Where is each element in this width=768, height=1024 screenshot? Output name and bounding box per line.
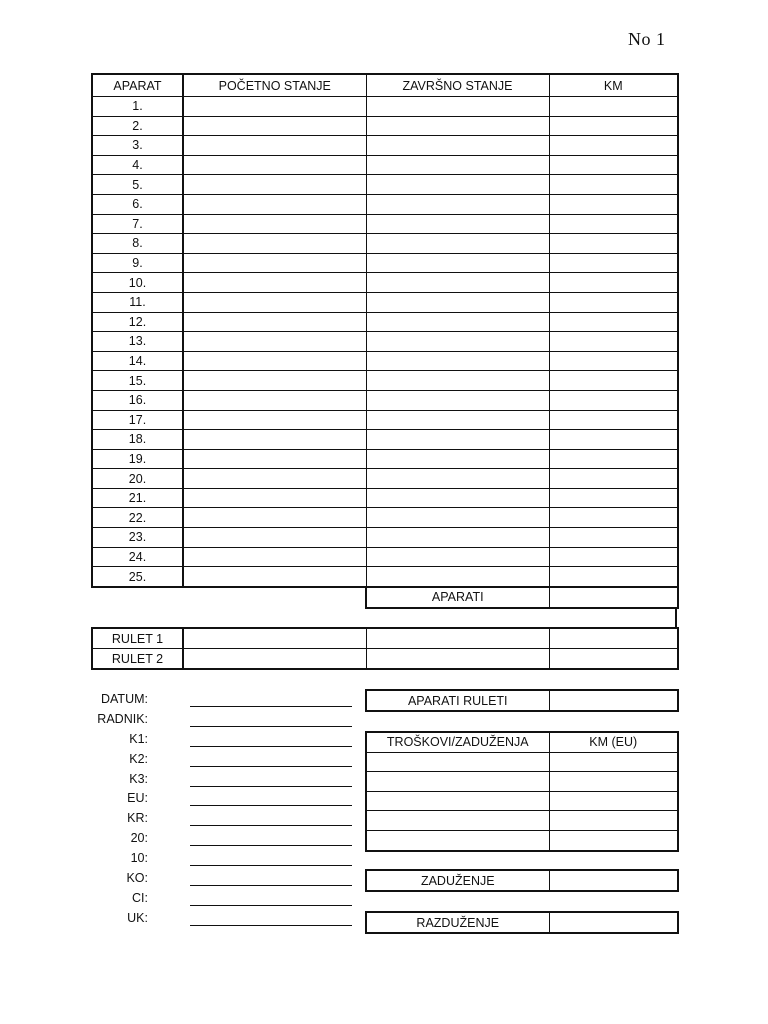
roulette-row xyxy=(92,628,678,649)
machine-number: 19. xyxy=(92,449,183,469)
end-state-cell[interactable] xyxy=(366,488,549,508)
machine-number: 15. xyxy=(92,371,183,391)
form-field-label: CI: xyxy=(132,890,148,905)
end-state-cell[interactable] xyxy=(366,567,549,587)
end-state-cell[interactable] xyxy=(366,312,549,332)
expense-amount-cell[interactable] xyxy=(549,772,678,792)
roulette-end-cell[interactable] xyxy=(366,649,549,670)
end-state-cell[interactable] xyxy=(366,508,549,528)
zaduzenje-box xyxy=(365,869,679,892)
machine-number: 23. xyxy=(92,528,183,548)
start-state-cell[interactable] xyxy=(183,469,366,489)
machine-row xyxy=(92,136,678,156)
start-state-cell[interactable] xyxy=(183,430,366,450)
form-field-row xyxy=(91,730,353,750)
end-state-cell[interactable] xyxy=(366,371,549,391)
km-cell[interactable] xyxy=(549,175,678,195)
machine-row xyxy=(92,430,678,450)
expense-description-cell[interactable] xyxy=(366,772,549,792)
form-field-blank-line[interactable] xyxy=(190,885,352,886)
km-cell[interactable] xyxy=(549,253,678,273)
expense-description-cell[interactable] xyxy=(366,791,549,811)
form-field-blank-line[interactable] xyxy=(190,805,352,806)
start-state-cell[interactable] xyxy=(183,528,366,548)
end-state-cell[interactable] xyxy=(366,155,549,175)
expenses-row xyxy=(366,791,678,811)
machine-table xyxy=(91,73,679,588)
aparati-ruleti-label: APARATI RULETI xyxy=(366,690,549,711)
km-cell[interactable] xyxy=(549,488,678,508)
km-cell[interactable] xyxy=(549,547,678,567)
table-border-segment xyxy=(675,608,677,628)
end-state-cell[interactable] xyxy=(366,116,549,136)
start-state-cell[interactable] xyxy=(183,390,366,410)
form-field-blank-line[interactable] xyxy=(190,766,352,767)
start-state-cell[interactable] xyxy=(183,214,366,234)
end-state-cell[interactable] xyxy=(366,351,549,371)
machine-row xyxy=(92,488,678,508)
form-field-row xyxy=(91,750,353,770)
end-state-cell[interactable] xyxy=(366,253,549,273)
start-state-cell[interactable] xyxy=(183,351,366,371)
km-cell[interactable] xyxy=(549,351,678,371)
km-cell[interactable] xyxy=(549,194,678,214)
page-number: No 1 xyxy=(628,29,666,49)
km-cell[interactable] xyxy=(549,214,678,234)
start-state-cell[interactable] xyxy=(183,312,366,332)
form-field-label: DATUM: xyxy=(101,692,148,706)
roulette-start-cell[interactable] xyxy=(183,649,366,670)
expenses-value-header: KM (EU) xyxy=(549,732,678,752)
end-state-cell[interactable] xyxy=(366,175,549,195)
start-state-cell[interactable] xyxy=(183,547,366,567)
machine-number: 13. xyxy=(92,332,183,352)
km-cell[interactable] xyxy=(549,116,678,136)
zaduzenje-label: ZADUŽENJE xyxy=(366,870,549,891)
form-field-label: K2: xyxy=(129,751,148,766)
end-state-cell[interactable] xyxy=(366,410,549,430)
km-cell[interactable] xyxy=(549,430,678,450)
roulette-start-cell[interactable] xyxy=(183,628,366,649)
km-cell[interactable] xyxy=(549,273,678,293)
start-state-cell[interactable] xyxy=(183,449,366,469)
end-state-cell[interactable] xyxy=(366,292,549,312)
roulette-km-cell[interactable] xyxy=(549,628,678,649)
roulette-row xyxy=(92,649,678,670)
km-cell[interactable] xyxy=(549,371,678,391)
start-state-cell[interactable] xyxy=(183,371,366,391)
machine-number: 18. xyxy=(92,430,183,450)
start-state-cell[interactable] xyxy=(183,488,366,508)
form-field-label: KR: xyxy=(127,811,148,826)
machine-row xyxy=(92,351,678,371)
shift-info-form xyxy=(91,690,353,929)
km-cell[interactable] xyxy=(549,508,678,528)
machine-number: 17. xyxy=(92,410,183,430)
form-field-row xyxy=(91,789,353,809)
km-cell[interactable] xyxy=(549,136,678,156)
machine-row xyxy=(92,528,678,548)
machine-number: 22. xyxy=(92,508,183,528)
form-field-row xyxy=(91,690,353,710)
machine-row xyxy=(92,292,678,312)
end-state-cell[interactable] xyxy=(366,214,549,234)
form-field-row xyxy=(91,849,353,869)
form-field-label: UK: xyxy=(127,910,148,925)
machine-rows xyxy=(92,97,678,587)
km-cell[interactable] xyxy=(549,332,678,352)
machine-row xyxy=(92,214,678,234)
km-cell[interactable] xyxy=(549,449,678,469)
end-state-cell[interactable] xyxy=(366,547,549,567)
expense-description-cell[interactable] xyxy=(366,752,549,772)
machine-row xyxy=(92,410,678,430)
expense-description-cell[interactable] xyxy=(366,830,549,850)
razduzenje-value[interactable] xyxy=(549,912,678,933)
aparati-ruleti-value[interactable] xyxy=(549,690,678,711)
end-state-cell[interactable] xyxy=(366,332,549,352)
form-field-row xyxy=(91,909,353,929)
machine-number: 16. xyxy=(92,390,183,410)
end-state-cell[interactable] xyxy=(366,234,549,254)
expenses-row xyxy=(366,772,678,792)
machine-row xyxy=(92,194,678,214)
machine-row xyxy=(92,332,678,352)
machine-row xyxy=(92,469,678,489)
form-field-blank-line[interactable] xyxy=(190,925,352,926)
machine-number: 24. xyxy=(92,547,183,567)
zaduzenje-value[interactable] xyxy=(549,870,678,891)
form-field-blank-line[interactable] xyxy=(190,865,352,866)
expenses-table xyxy=(365,731,679,852)
start-state-cell[interactable] xyxy=(183,292,366,312)
expenses-row xyxy=(366,752,678,772)
machine-number: 3. xyxy=(92,136,183,156)
machine-number: 21. xyxy=(92,488,183,508)
start-state-cell[interactable] xyxy=(183,567,366,587)
aparati-total-label: APARATI xyxy=(366,586,549,608)
form-field-blank-line[interactable] xyxy=(190,825,352,826)
start-state-cell[interactable] xyxy=(183,234,366,254)
machine-number: 9. xyxy=(92,253,183,273)
km-cell[interactable] xyxy=(549,312,678,332)
form-field-label: RADNIK: xyxy=(97,711,148,726)
km-cell[interactable] xyxy=(549,469,678,489)
start-state-cell[interactable] xyxy=(183,273,366,293)
machine-row xyxy=(92,508,678,528)
header-pocetno-stanje: POČETNO STANJE xyxy=(183,74,366,97)
header-aparat: APARAT xyxy=(92,74,183,97)
aparati-total-value[interactable] xyxy=(549,586,678,608)
machine-number: 10. xyxy=(92,273,183,293)
form-field-row xyxy=(91,710,353,730)
machine-number: 2. xyxy=(92,116,183,136)
razduzenje-box xyxy=(365,911,679,934)
machine-row xyxy=(92,116,678,136)
expenses-row xyxy=(366,830,678,850)
end-state-cell[interactable] xyxy=(366,97,549,117)
form-field-label: EU: xyxy=(127,791,148,806)
machine-number: 11. xyxy=(92,292,183,312)
form-field-label: K1: xyxy=(129,731,148,746)
end-state-cell[interactable] xyxy=(366,449,549,469)
machine-row xyxy=(92,234,678,254)
end-state-cell[interactable] xyxy=(366,390,549,410)
machine-row xyxy=(92,390,678,410)
machine-number: 7. xyxy=(92,214,183,234)
roulette-table xyxy=(91,627,679,670)
start-state-cell[interactable] xyxy=(183,97,366,117)
end-state-cell[interactable] xyxy=(366,469,549,489)
machine-row xyxy=(92,371,678,391)
form-field-row xyxy=(91,869,353,889)
machine-row xyxy=(92,449,678,469)
expense-description-cell[interactable] xyxy=(366,811,549,831)
form-field-row xyxy=(91,829,353,849)
km-cell[interactable] xyxy=(549,567,678,587)
form-field-label: K3: xyxy=(129,771,148,786)
roulette-label: RULET 1 xyxy=(92,628,183,649)
expense-amount-cell[interactable] xyxy=(549,752,678,772)
form-field-row xyxy=(91,889,353,909)
expenses-row xyxy=(366,811,678,831)
expenses-header: TROŠKOVI/ZADUŽENJA xyxy=(366,732,549,752)
km-cell[interactable] xyxy=(549,97,678,117)
machine-number: 20. xyxy=(92,469,183,489)
km-cell[interactable] xyxy=(549,155,678,175)
machine-row xyxy=(92,155,678,175)
form-field-blank-line[interactable] xyxy=(190,746,352,747)
machine-row xyxy=(92,567,678,587)
form-field-blank-line[interactable] xyxy=(190,726,352,727)
machine-table-header xyxy=(92,74,678,97)
machine-row xyxy=(92,312,678,332)
end-state-cell[interactable] xyxy=(366,430,549,450)
machine-number: 25. xyxy=(92,567,183,587)
aparati-total-box xyxy=(365,586,679,609)
form-field-row xyxy=(91,770,353,790)
km-cell[interactable] xyxy=(549,410,678,430)
start-state-cell[interactable] xyxy=(183,253,366,273)
form-field-blank-line[interactable] xyxy=(190,845,352,846)
form-field-label: 10: xyxy=(130,851,148,866)
km-cell[interactable] xyxy=(549,234,678,254)
machine-number: 6. xyxy=(92,194,183,214)
machine-row xyxy=(92,253,678,273)
form-field-blank-line[interactable] xyxy=(190,905,352,906)
machine-number: 12. xyxy=(92,312,183,332)
start-state-cell[interactable] xyxy=(183,175,366,195)
machine-number: 14. xyxy=(92,351,183,371)
end-state-cell[interactable] xyxy=(366,136,549,156)
start-state-cell[interactable] xyxy=(183,155,366,175)
expenses-header-row xyxy=(366,732,678,752)
start-state-cell[interactable] xyxy=(183,194,366,214)
expense-amount-cell[interactable] xyxy=(549,830,678,850)
header-zavrsno-stanje: ZAVRŠNO STANJE xyxy=(366,74,549,97)
start-state-cell[interactable] xyxy=(183,116,366,136)
razduzenje-label: RAZDUŽENJE xyxy=(366,912,549,933)
header-km: KM xyxy=(549,74,678,97)
form-field-blank-line[interactable] xyxy=(190,786,352,787)
form-field-row xyxy=(91,809,353,829)
form-field-label: KO: xyxy=(126,871,148,886)
end-state-cell[interactable] xyxy=(366,273,549,293)
machine-row xyxy=(92,273,678,293)
start-state-cell[interactable] xyxy=(183,136,366,156)
machine-number: 5. xyxy=(92,175,183,195)
machine-number: 1. xyxy=(92,97,183,117)
machine-number: 4. xyxy=(92,155,183,175)
aparati-ruleti-box xyxy=(365,689,679,712)
machine-number: 8. xyxy=(92,234,183,254)
start-state-cell[interactable] xyxy=(183,508,366,528)
km-cell[interactable] xyxy=(549,292,678,312)
expense-amount-cell[interactable] xyxy=(549,811,678,831)
start-state-cell[interactable] xyxy=(183,410,366,430)
machine-row xyxy=(92,547,678,567)
end-state-cell[interactable] xyxy=(366,528,549,548)
end-state-cell[interactable] xyxy=(366,194,549,214)
form-field-label: 20: xyxy=(130,831,148,846)
form-field-blank-line[interactable] xyxy=(190,706,352,707)
roulette-km-cell[interactable] xyxy=(549,649,678,670)
expense-amount-cell[interactable] xyxy=(549,791,678,811)
start-state-cell[interactable] xyxy=(183,332,366,352)
machine-row xyxy=(92,175,678,195)
km-cell[interactable] xyxy=(549,528,678,548)
machine-row xyxy=(92,97,678,117)
km-cell[interactable] xyxy=(549,390,678,410)
roulette-end-cell[interactable] xyxy=(366,628,549,649)
roulette-label: RULET 2 xyxy=(92,649,183,670)
